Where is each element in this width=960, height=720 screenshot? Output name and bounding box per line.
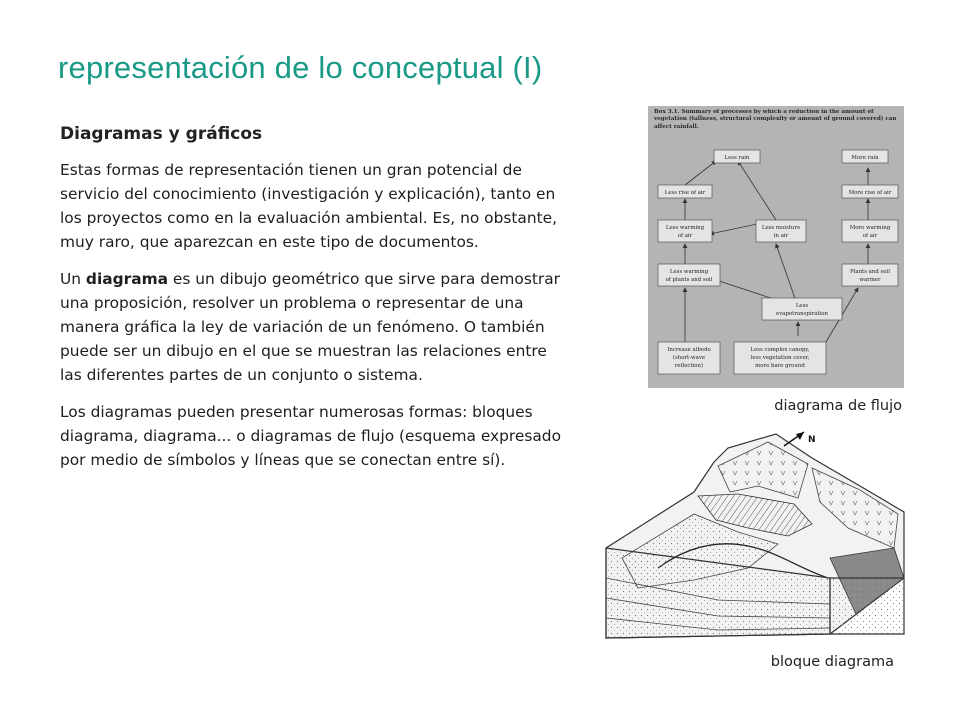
slide-title: representación de lo conceptual (I) xyxy=(58,50,543,85)
node-less-moisture-1: Less moisture xyxy=(761,225,801,231)
north-label: N xyxy=(808,435,816,445)
block-diagram-image xyxy=(598,428,906,652)
node-less-evap-1: Less xyxy=(795,303,809,309)
paragraph-2-rest: es un dibujo geométrico que sirve para demostrar una proposición, resolver un problema o representar de una manera gráfica la ley de variación de un fenómeno. O también puede ser un dibujo en el que se muestran las relaciones entre las diferentes partes de un conjunto o sistema. xyxy=(60,270,560,384)
paragraph-2-start: Un xyxy=(60,270,86,288)
flow-diagram-caption: diagrama de flujo xyxy=(774,398,902,414)
paragraph-3: Los diagramas pueden presentar numerosas formas: bloques diagrama, diagrama... o diagramas de flujo (esquema expresado por medio de símbolos y líneas que se conectan entre sí). xyxy=(60,403,561,469)
section-heading: Diagramas y gráficos xyxy=(60,124,263,144)
node-more-warming-air-2: of air xyxy=(862,233,878,239)
node-albedo-1: Increase albedo xyxy=(667,347,711,353)
node-less-warming-air-2: of air xyxy=(677,233,693,239)
node-more-warming-air-1: More warming xyxy=(849,225,891,231)
box-header-text: Box 3.1. Summary of processes by which a reduction in the amount of vegetation (tallness, structural complexity or amount of ground covered) can affect rainfall. xyxy=(654,109,897,130)
flow-diagram-image xyxy=(648,106,904,388)
node-albedo-3: reflection) xyxy=(674,363,704,369)
node-plants-warmer-2: warmer xyxy=(859,277,881,283)
node-more-rain: More rain xyxy=(851,155,879,161)
node-less-rise: Less rise of air xyxy=(664,190,706,196)
node-less-warming-plants-2: of plants and soil xyxy=(665,277,713,283)
paragraph-1: Estas formas de representación tienen un gran potencial de servicio del conocimiento (investigación y explicación), tanto en los proyectos como en la evaluación ambiental. Es, no obstante, muy raro, que aparezcan en este tipo de documentos. xyxy=(60,161,557,251)
diagrama-term: diagrama xyxy=(85,270,169,288)
paragraph-2 xyxy=(60,267,565,387)
text-column xyxy=(60,124,565,485)
node-less-warming-plants-1: Less warming xyxy=(669,269,709,275)
node-canopy-2: less vegetation cover, xyxy=(750,355,810,361)
node-less-moisture-2: in air xyxy=(773,233,789,239)
node-more-rise: More rise of air xyxy=(848,190,892,196)
node-less-evap-2: evapotranspiration xyxy=(776,311,828,317)
block-diagram-caption: bloque diagrama xyxy=(770,654,894,670)
node-canopy-3: more bare ground xyxy=(755,363,805,369)
node-canopy-1: Less complex canopy, xyxy=(750,347,810,353)
node-less-warming-air-1: Less warming xyxy=(665,225,705,231)
block-side-face xyxy=(830,578,904,634)
node-plants-warmer-1: Plants and soil xyxy=(850,269,890,275)
node-less-rain: Less rain xyxy=(724,155,750,161)
node-albedo-2: (short-wave xyxy=(672,355,706,361)
